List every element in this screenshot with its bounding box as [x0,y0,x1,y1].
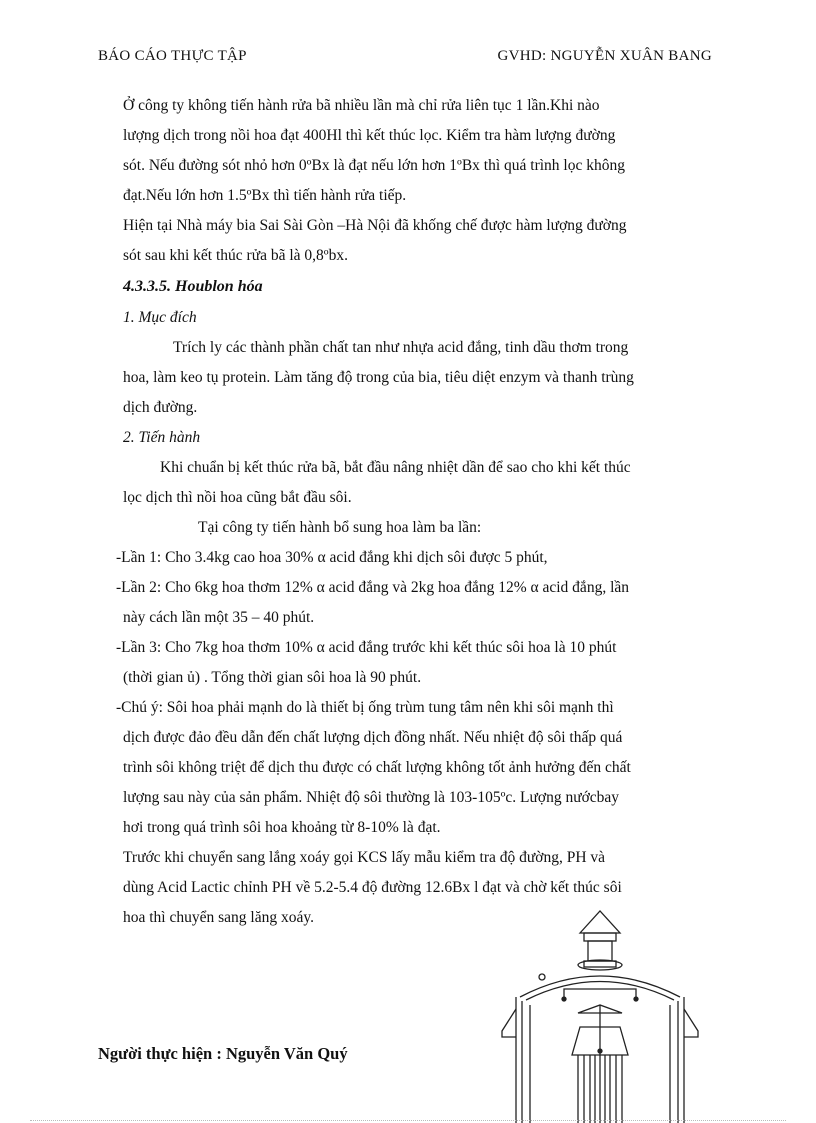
body-line: hoa, làm keo tụ protein. Làm tăng độ trong của bia, tiêu diệt enzym và thanh trùng [123,369,634,386]
body-line: trình sôi không triệt để dịch thu được có chất lượng không tốt ảnh hưởng đến chất [123,759,631,776]
body-line: hoa thì chuyển sang lăng xoáy. [123,909,314,926]
list-item: -Lần 1: Cho 3.4kg cao hoa 30% α acid đắng khi dịch sôi được 5 phút, [116,549,548,566]
list-item: -Lần 2: Cho 6kg hoa thơm 12% α acid đắng và 2kg hoa đắng 12% α acid đắng, lần [116,579,629,596]
wort-kettle-diagram [500,905,700,1123]
list-item: -Chú ý: Sôi hoa phải mạnh do là thiết bị ống trùm tung tâm nên khi sôi mạnh thì [116,699,614,716]
body-line: lượng sau này của sản phẩm. Nhiệt độ sôi thường là 103-105ºc. Lượng nướcbay [123,789,620,806]
body-line: sót. Nếu đường sót nhỏ hơn 0ºBx là đạt nếu lớn hơn 1ºBx thì quá trình lọc không [123,157,625,174]
list-item: -Lần 3: Cho 7kg hoa thơm 10% α acid đắng trước khi kết thúc sôi hoa là 10 phút [116,639,617,656]
body-line: dùng Acid Lactic chỉnh PH về 5.2-5.4 độ đường 12.6Bx l đạt và chờ kết thúc sôi [123,879,622,896]
author-footer: Người thực hiện : Nguyễn Văn Quý [98,1044,348,1063]
header-left: BÁO CÁO THỰC TẬP [98,48,247,64]
body-line: hơi trong quá trình sôi hoa khoảng từ 8-10% là đạt. [123,819,441,836]
body-line: này cách lần một 35 – 40 phút. [123,609,315,626]
body-line: lượng dịch trong nồi hoa đạt 400Hl thì kết thúc lọc. Kiểm tra hàm lượng đường [123,127,616,144]
body-line: đạt.Nếu lớn hơn 1.5ºBx thì tiến hành rửa tiếp. [123,187,407,204]
body-line: sót sau khi kết thúc rửa bã là 0,8ºbx. [123,247,348,264]
header-right: GVHD: NGUYỄN XUÂN BANG [497,48,712,64]
body-line: Tại công ty tiến hành bổ sung hoa làm ba lần: [198,519,482,536]
body-line: Ở công ty không tiến hành rửa bã nhiều lần mà chỉ rửa liên tục 1 lần.Khi nào [123,97,600,114]
subheading: 1. Mục đích [123,309,197,326]
section-heading: 4.3.3.5. Houblon hóa [123,278,263,295]
body-line: Hiện tại Nhà máy bia Sai Sài Gòn –Hà Nội đã khống chế được hàm lượng đường [123,217,627,234]
body-line: dịch đường. [123,399,198,416]
body-line: Trước khi chuyển sang lắng xoáy gọi KCS lấy mẫu kiểm tra độ đường, PH và [123,849,606,866]
body-line: lọc dịch thì nồi hoa cũng bắt đầu sôi. [123,489,352,506]
page-bottom-rule [30,1120,786,1121]
body-line: Trích ly các thành phần chất tan như nhựa acid đắng, tinh dầu thơm trong [173,339,629,356]
body-line: (thời gian ủ) . Tổng thời gian sôi hoa là 90 phút. [123,669,422,686]
body-line: dịch được đảo đều dẫn đến chất lượng dịch đồng nhất. Nếu nhiệt độ sôi thấp quá [123,729,623,746]
subheading: 2. Tiến hành [123,429,201,446]
body-line: Khi chuẩn bị kết thúc rửa bã, bắt đầu nâng nhiệt dần để sao cho khi kết thúc [160,459,631,476]
